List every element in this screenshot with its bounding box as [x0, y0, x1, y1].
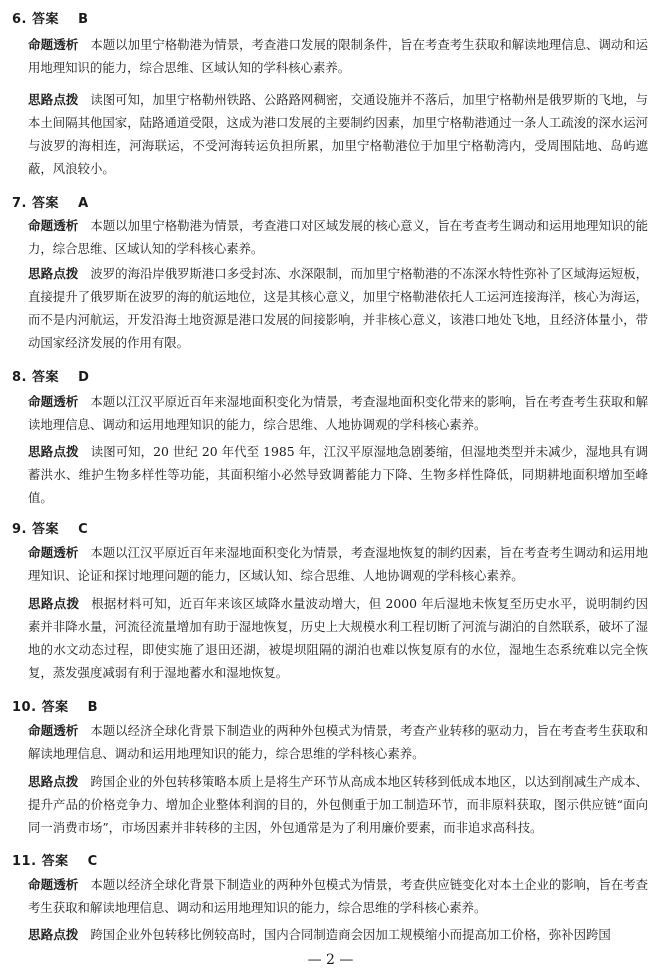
analysis-text: 本题以经济全球化背景下制造业的两种外包模式为情景，考查产业转移的驱动力，旨在考查考生获取和解读地理信息、调动和运用地理知识的能力，综合思维的学科核心素养。 — [28, 723, 649, 761]
analysis-block-q11 — [28, 873, 648, 919]
hint-label: 思路点拨 — [28, 266, 79, 281]
analysis-text: 本题以江汉平原近百年来湿地面积变化为情景，考查湿地面积变化带来的影响，旨在考查考生获取和解读地理信息、调动和运用地理知识的能力，综合思维、人地协调观的学科核心素养。 — [28, 394, 649, 432]
analysis-label: 命题透析 — [28, 545, 79, 560]
hint-label: 思路点拨 — [28, 444, 79, 459]
answer-label: 答案 — [32, 196, 60, 211]
answer-label: 答案 — [32, 12, 60, 27]
answer-line-q6 — [12, 8, 88, 27]
hint-text: 跨国企业外包转移比例较高时，国内合同制造商会因加工规模缩小而提高加工价格，弥补因跨国 — [90, 927, 611, 942]
analysis-label: 命题透析 — [28, 723, 79, 738]
answer-line-q9 — [12, 518, 88, 537]
hint-block-q6 — [28, 88, 648, 180]
answer-line-q7 — [12, 192, 89, 211]
hint-text: 波罗的海沿岸俄罗斯港口多受封冻、水深限制，而加里宁格勒港的不冻深水特性弥补了区域海运短板，直接提升了俄罗斯在波罗的海的航运地位，这是其核心意义，加里宁格勒港依托人工运河连接海洋，核心为海运，而不是内河航运，开发沿海土地资源是港口发展的间接影响，并非核心意义，该港口地处飞地，且经济体量小，带动国家经济发展的作用有限。 — [28, 266, 649, 350]
analysis-text: 本题以江汉平原近百年来湿地面积变化为情景，考查湿地恢复的制约因素，旨在考查考生调动和运用地理知识、论证和探讨地理问题的能力，区域认知、综合思维、人地协调观的学科核心素养。 — [28, 545, 649, 583]
answer-letter: B — [87, 700, 99, 715]
analysis-block-q6 — [28, 33, 648, 79]
analysis-block-q7 — [28, 214, 648, 260]
analysis-text: 本题以经济全球化背景下制造业的两种外包模式为情景，考查供应链变化对本土企业的影响，旨在考查考生获取和解读地理信息、调动和运用地理知识的能力，综合思维的学科核心素养。 — [28, 877, 649, 915]
hint-text: 跨国企业的外包转移策略本质上是将生产环节从高成本地区转移到低成本地区，以达到削减生产成本、提升产品的价格竞争力、增加企业整体利润的目的，外包侧重于加工制造环节，而非原料获取，图示供应链“面向同一消费市场”，市场因素并非转移的主因，外包通常是为了利用廉价要素，而非追求高科技。 — [28, 774, 649, 835]
hint-block-q8 — [28, 440, 648, 509]
page-number: — 2 — — [307, 952, 354, 968]
answer-letter: C — [78, 522, 89, 537]
hint-text: 读图可知，20 世纪 20 年代至 1985 年，江汉平原湿地急剧萎缩，但湿地类型并未减少，湿地具有调蓄洪水、维护生物多样性等功能，其面积缩小必然导致调蓄能力下降、生物多样性降低，同期耕地面积增加至峰值。 — [28, 444, 649, 505]
answer-letter: A — [78, 196, 89, 211]
answer-label: 答案 — [41, 700, 69, 715]
question-number: 10. — [12, 700, 37, 715]
analysis-block-q10 — [28, 719, 648, 765]
question-number: 8. — [12, 370, 27, 385]
hint-text: 读图可知，加里宁格勒州铁路、公路路网稠密，交通设施并不落后，加里宁格勒州是俄罗斯的飞地，与本土间隔其他国家，陆路通道受限，这成为港口发展的主要制约因素，加里宁格勒港通过一条人工疏浚的深水运河与波罗的海相连，河海联运，不受河海转运负担所累，加里宁格勒港位于加里宁格勒湾内，受周围陆地、岛屿遮蔽，风浪较小。 — [28, 92, 649, 176]
analysis-label: 命题透析 — [28, 218, 79, 233]
hint-label: 思路点拨 — [28, 92, 79, 107]
hint-block-q9 — [28, 592, 648, 684]
question-number: 9. — [12, 522, 27, 537]
answer-line-q10 — [12, 696, 98, 715]
hint-label: 思路点拨 — [28, 774, 79, 789]
hint-block-q10 — [28, 770, 648, 839]
analysis-label: 命题透析 — [28, 877, 79, 892]
analysis-text: 本题以加里宁格勒港为情景，考查港口对区域发展的核心意义，旨在考查考生调动和运用地理知识的能力，综合思维、区域认知的学科核心素养。 — [28, 218, 649, 256]
answer-label: 答案 — [32, 370, 60, 385]
hint-block-q7 — [28, 262, 648, 354]
answer-letter: C — [87, 854, 98, 869]
analysis-block-q8 — [28, 390, 648, 436]
question-number: 7. — [12, 196, 27, 211]
hint-text: 根据材料可知，近百年来该区域降水量波动增大，但 2000 年后湿地未恢复至历史水平，说明制约因素并非降水量，河流径流量增加有助于湿地恢复，历史上大规模水利工程切断了河流与湖泊的自然联系，破坏了湿地的水文动态过程，即使实施了退田还湖，被堤坝阻隔的湖泊也难以恢复原有的水位，湿地生态系统难以完全恢复，蒸发强度减弱有利于湿地蓄水和湿地恢复。 — [28, 596, 648, 680]
answer-line-q11 — [12, 850, 98, 869]
analysis-block-q9 — [28, 541, 648, 587]
analysis-text: 本题以加里宁格勒港为情景，考查港口发展的限制条件，旨在考查考生获取和解读地理信息、调动和运用地理知识的能力，综合思维、区域认知的学科核心素养。 — [28, 37, 649, 75]
hint-label: 思路点拨 — [28, 927, 79, 942]
question-number: 6. — [12, 12, 27, 27]
hint-label: 思路点拨 — [28, 596, 80, 611]
answer-label: 答案 — [32, 522, 60, 537]
answer-line-q8 — [12, 366, 89, 385]
answer-letter: B — [78, 12, 89, 27]
question-number: 11. — [12, 854, 37, 869]
hint-block-q11 — [28, 923, 648, 946]
answer-label: 答案 — [41, 854, 69, 869]
answer-letter: D — [78, 370, 90, 385]
analysis-label: 命题透析 — [28, 394, 79, 409]
analysis-label: 命题透析 — [28, 37, 79, 52]
